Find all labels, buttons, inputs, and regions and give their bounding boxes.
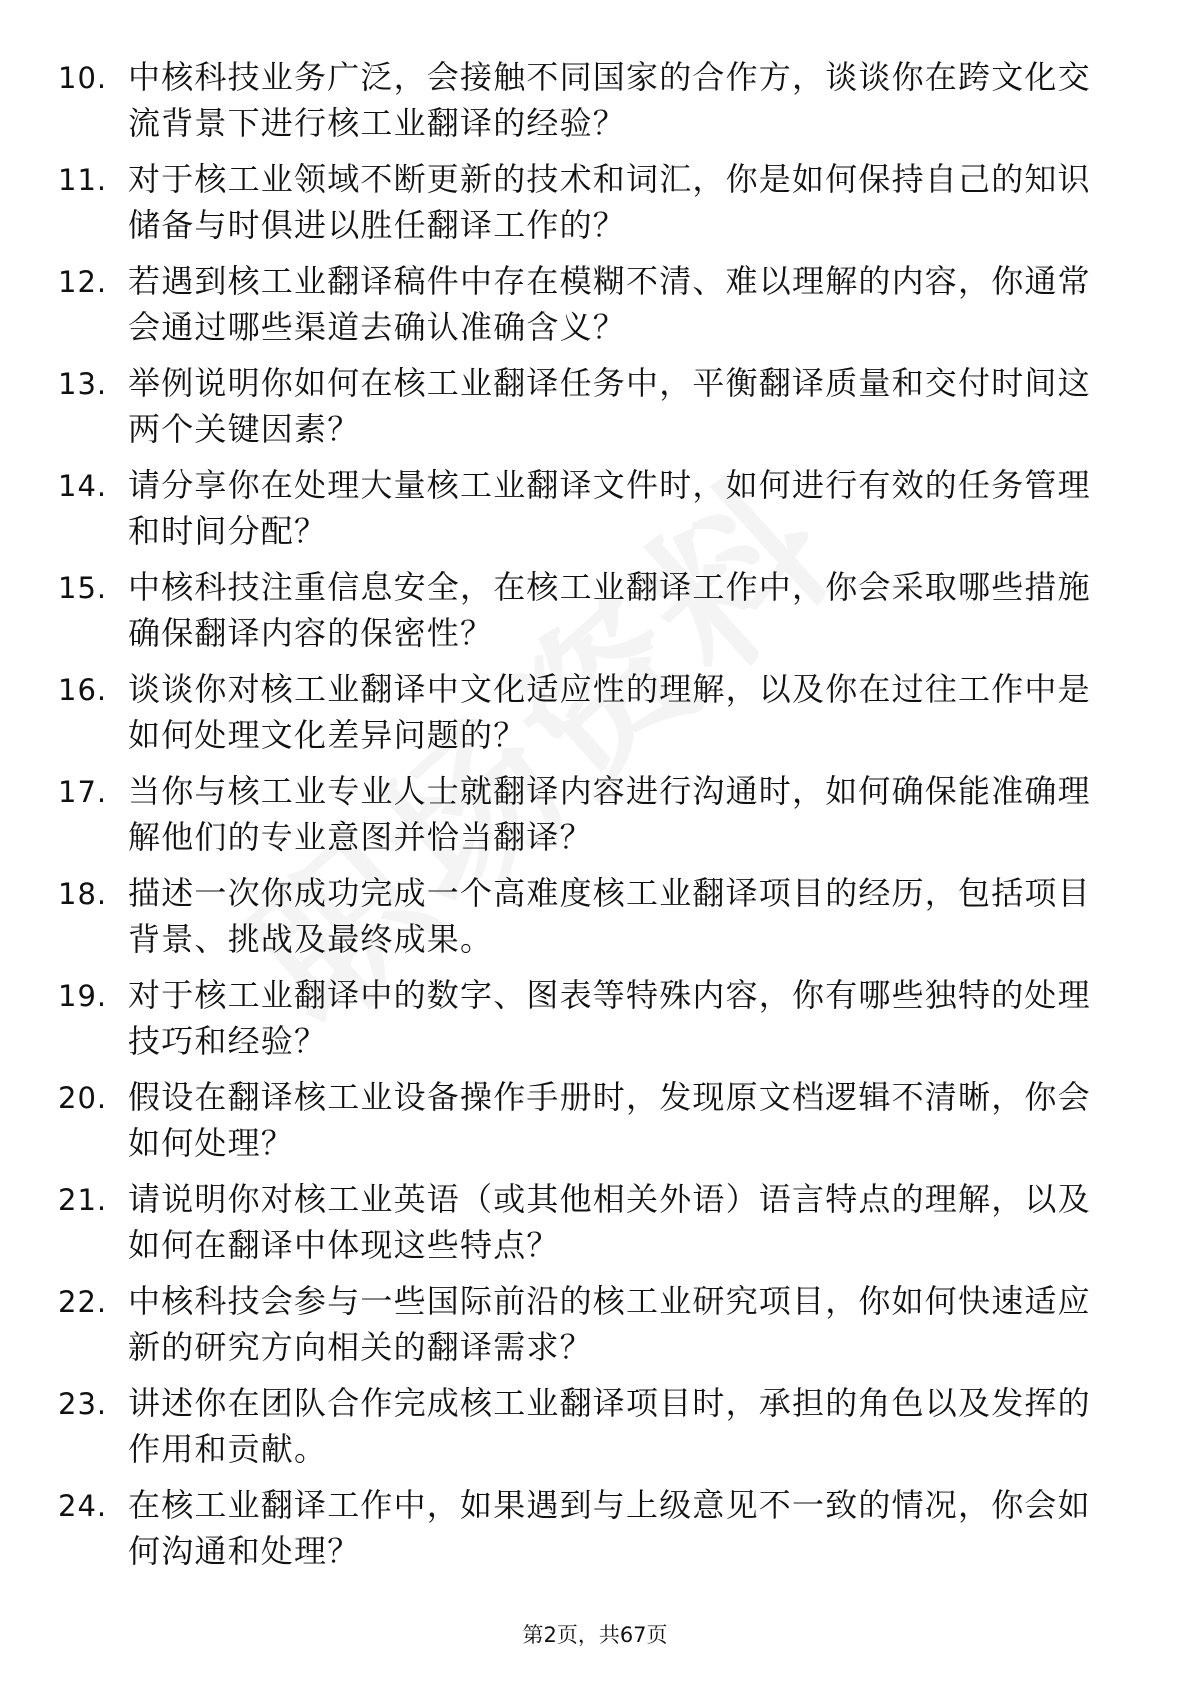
question-text: 举例说明你如何在核工业翻译任务中，平衡翻译质量和交付时间这两个关键因素？ — [128, 364, 1091, 448]
question-item — [0, 866, 1190, 968]
question-item — [0, 50, 1190, 152]
question-number: 17. — [58, 775, 108, 809]
question-number: 21. — [58, 1183, 108, 1217]
question-item — [0, 152, 1190, 254]
question-number: 13. — [58, 367, 108, 401]
question-text: 讲述你在团队合作完成核工业翻译项目时，承担的角色以及发挥的作用和贡献。 — [128, 1384, 1091, 1468]
question-text: 请说明你对核工业英语（或其他相关外语）语言特点的理解，以及如何在翻译中体现这些特点？ — [128, 1180, 1091, 1264]
question-text: 假设在翻译核工业设备操作手册时，发现原文档逻辑不清晰，你会如何处理？ — [128, 1078, 1091, 1162]
question-item — [0, 764, 1190, 866]
question-number: 23. — [58, 1387, 108, 1421]
question-list — [0, 50, 1190, 1580]
question-text: 当你与核工业专业人士就翻译内容进行沟通时，如何确保能准确理解他们的专业意图并恰当翻译？ — [128, 772, 1091, 856]
question-number: 15. — [58, 571, 108, 605]
question-item — [0, 968, 1190, 1070]
question-item — [0, 1376, 1190, 1478]
question-number: 20. — [58, 1081, 108, 1115]
question-item — [0, 1070, 1190, 1172]
question-text: 谈谈你对核工业翻译中文化适应性的理解，以及你在过往工作中是如何处理文化差异问题的？ — [128, 670, 1091, 754]
question-text: 若遇到核工业翻译稿件中存在模糊不清、难以理解的内容，你通常会通过哪些渠道去确认准确含义？ — [128, 262, 1091, 346]
question-text: 对于核工业翻译中的数字、图表等特殊内容，你有哪些独特的处理技巧和经验？ — [128, 976, 1091, 1060]
question-number: 19. — [58, 979, 108, 1013]
question-number: 18. — [58, 877, 108, 911]
question-text: 中核科技会参与一些国际前沿的核工业研究项目，你如何快速适应新的研究方向相关的翻译需求？ — [128, 1282, 1091, 1366]
question-text: 对于核工业领域不断更新的技术和词汇，你是如何保持自己的知识储备与时俱进以胜任翻译工作的？ — [128, 160, 1091, 244]
question-item — [0, 1172, 1190, 1274]
question-item — [0, 1274, 1190, 1376]
question-number: 14. — [58, 469, 108, 503]
question-number: 16. — [58, 673, 108, 707]
question-item — [0, 356, 1190, 458]
question-number: 11. — [58, 163, 108, 197]
page-footer: 第2页，共67页 — [522, 1623, 668, 1647]
question-number: 22. — [58, 1285, 108, 1319]
question-text: 请分享你在处理大量核工业翻译文件时，如何进行有效的任务管理和时间分配？ — [128, 466, 1091, 550]
question-item — [0, 458, 1190, 560]
question-text: 中核科技业务广泛，会接触不同国家的合作方，谈谈你在跨文化交流背景下进行核工业翻译的经验？ — [128, 58, 1091, 142]
question-number: 10. — [58, 61, 108, 95]
question-item — [0, 1478, 1190, 1580]
question-number: 24. — [58, 1489, 108, 1523]
question-text: 中核科技注重信息安全，在核工业翻译工作中，你会采取哪些措施确保翻译内容的保密性？ — [128, 568, 1091, 652]
question-item — [0, 560, 1190, 662]
question-text: 描述一次你成功完成一个高难度核工业翻译项目的经历，包括项目背景、挑战及最终成果。 — [128, 874, 1091, 958]
question-number: 12. — [58, 265, 108, 299]
question-item — [0, 254, 1190, 356]
question-item — [0, 662, 1190, 764]
question-text: 在核工业翻译工作中，如果遇到与上级意见不一致的情况，你会如何沟通和处理？ — [128, 1486, 1091, 1570]
